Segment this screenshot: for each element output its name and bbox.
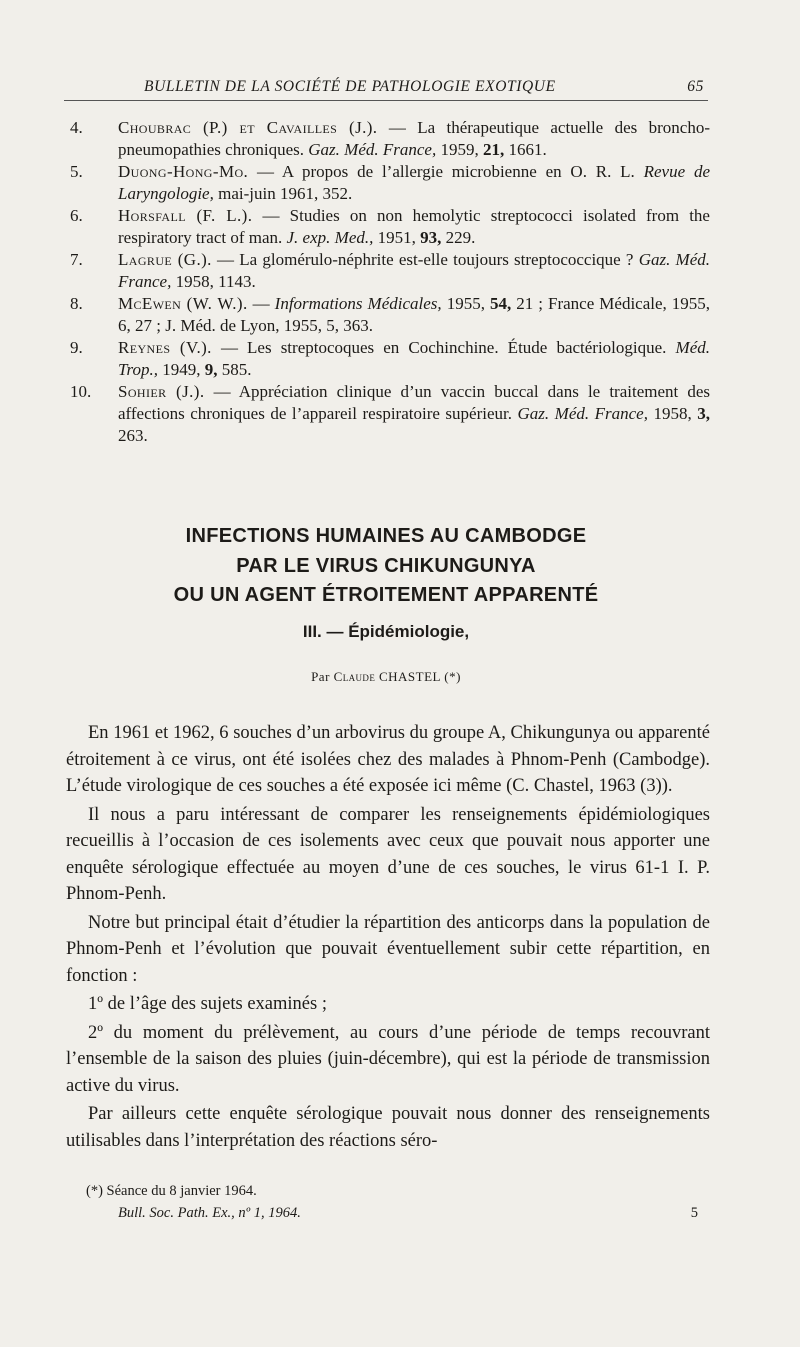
reference-number: 10.: [70, 382, 92, 401]
author-prefix: Par: [311, 669, 330, 684]
reference-item: [70, 249, 710, 293]
reference-text: — A propos de l’allergie microbienne en O. R. L.: [256, 162, 635, 181]
reference-number: 5.: [70, 162, 83, 181]
reference-authors: Reynes (V.).: [118, 338, 212, 357]
reference-number: 7.: [70, 250, 83, 269]
reference-year: 1958,: [175, 272, 214, 291]
reference-volume: 54,: [489, 294, 512, 313]
reference-year: 1955,: [446, 294, 485, 313]
reference-number: 4.: [70, 118, 83, 137]
reference-pages: 585.: [221, 360, 252, 379]
footnote: [86, 1181, 706, 1201]
reference-text: — La thérapeutique actuelle des broncho-pneumopathies chroniques.: [118, 118, 711, 159]
reference-pages: 229.: [445, 228, 476, 247]
reference-item: [70, 293, 710, 337]
reference-journal: Gaz. Méd. France,: [308, 140, 437, 159]
reference-pages: 352.: [322, 184, 353, 203]
paragraph: 1º de l’âge des sujets examinés ;: [88, 994, 327, 1014]
journal-title: BULLETIN DE LA SOCIÉTÉ DE PATHOLOGIE EXOTIQUE: [144, 78, 556, 95]
reference-pages: 1661.: [508, 140, 547, 159]
reference-list: [70, 117, 710, 447]
reference-text: — Les streptocoques en Cochinchine. Étude bactériologique.: [220, 338, 667, 357]
reference-volume: 3,: [697, 404, 711, 423]
reference-text: — La glomérulo-néphrite est-elle toujours streptococcique ?: [217, 250, 634, 269]
reference-journal: Revue de Laryngologie,: [118, 162, 711, 203]
paragraph: Par ailleurs cette enquête sérologique pouvait nous donner des renseignements utilisables dans l’interprétation des réactions séro-: [66, 1104, 710, 1151]
author-first-name: Claude: [333, 669, 376, 684]
article-title-line-2: PAR LE VIRUS CHIKUNGUNYA: [236, 555, 536, 577]
reference-authors: Horsfall (F. L.).: [118, 206, 253, 225]
reference-year: 1951,: [377, 228, 416, 247]
reference-number: 8.: [70, 294, 83, 313]
article-subtitle: III. — Épidémiologie,: [302, 622, 470, 641]
author-last-name: CHASTEL: [378, 669, 441, 684]
article-title-line-1: INFECTIONS HUMAINES AU CAMBODGE: [185, 525, 587, 547]
reference-authors: Duong-Hong-Mo.: [118, 162, 249, 181]
running-header: [64, 76, 708, 101]
reference-text: — Appréciation clinique d’un vaccin buccal dans le traitement des affections chroniques de l’appareil respiratoire supérieur.: [118, 382, 710, 423]
article-body: [66, 720, 710, 1156]
reference-journal: Informations Médicales,: [274, 294, 442, 313]
paragraph: 2º du moment du prélèvement, au cours d’une période de temps recouvrant l’ensemble de la saison des pluies (juin-décembre), qui est la période de transmission active du virus.: [66, 1022, 710, 1096]
reference-item: [70, 381, 710, 447]
footnote-mark: (*): [86, 1183, 103, 1199]
paragraph: Notre but principal était d’étudier la répartition des anticorps dans la population de Phnom-Penh et l’évolution que pouvait éventuellement subir cette répartition, en fonction :: [66, 912, 710, 986]
reference-volume: 93,: [420, 228, 442, 247]
author-footnote-mark: (*): [444, 669, 461, 684]
reference-year: 1959,: [440, 140, 479, 159]
reference-journal: Gaz. Méd. France,: [118, 250, 711, 291]
reference-pages: 263.: [118, 426, 148, 445]
reference-item: [70, 161, 710, 205]
reference-number: 9.: [70, 338, 83, 357]
reference-item: [70, 205, 710, 249]
reference-text: — Studies on non hemolytic streptococci isolated from the respiratory tract of man.: [118, 206, 710, 247]
reference-authors: Sohier (J.).: [118, 382, 205, 401]
footnote-text: Séance du 8 janvier 1964.: [106, 1183, 257, 1199]
reference-pages: 1143.: [218, 272, 256, 291]
reference-item: [70, 337, 710, 381]
reference-text: —: [252, 294, 270, 313]
reference-volume: 9,: [204, 360, 218, 379]
reference-journal: Gaz. Méd. France,: [517, 404, 648, 423]
reference-year: mai-juin 1961,: [218, 184, 319, 203]
reference-authors: Choubrac (P.) et Cavailles (J.).: [118, 118, 378, 137]
article-title-line-3: OU UN AGENT ÉTROITEMENT APPARENTÉ: [173, 584, 599, 606]
reference-volume: 21,: [482, 140, 505, 159]
reference-item: [70, 117, 710, 161]
reference-journal: Méd. Trop.,: [118, 338, 711, 379]
page-footer: [118, 1203, 698, 1223]
page-number: 65: [687, 78, 704, 95]
reference-year: 1949,: [162, 360, 201, 379]
signature-mark: 5: [690, 1205, 698, 1221]
reference-authors: McEwen (W. W.).: [118, 294, 248, 313]
reference-number: 6.: [70, 206, 83, 225]
author-line: [64, 669, 708, 685]
reference-journal: J. exp. Med.,: [286, 228, 374, 247]
reference-pages: 21 ; France Médicale, 1955, 6, 27 ; J. Méd. de Lyon, 1955, 5, 363.: [118, 294, 711, 335]
paragraph: En 1961 et 1962, 6 souches d’un arbovirus du groupe A, Chikungunya ou apparenté étroitement à ce virus, ont été isolées chez des malades à Phnom-Penh (Cambodge). L’étude virologique de ces souches a été exposée ici même (C. Chastel, 1963 (3)).: [66, 723, 710, 796]
footer-citation: Bull. Soc. Path. Ex., nº 1, 1964.: [118, 1205, 301, 1221]
reference-year: 1958,: [653, 404, 692, 423]
paragraph: Il nous a paru intéressant de comparer les renseignements épidémiologiques recueillis à l’occasion de ces isolements avec ceux que pouvait nous apporter une enquête sérologique effectuée au moyen d’une de ces souches, le virus 61-1 I. P. Phnom-Penh.: [66, 804, 710, 904]
reference-authors: Lagrue (G.).: [118, 250, 212, 269]
